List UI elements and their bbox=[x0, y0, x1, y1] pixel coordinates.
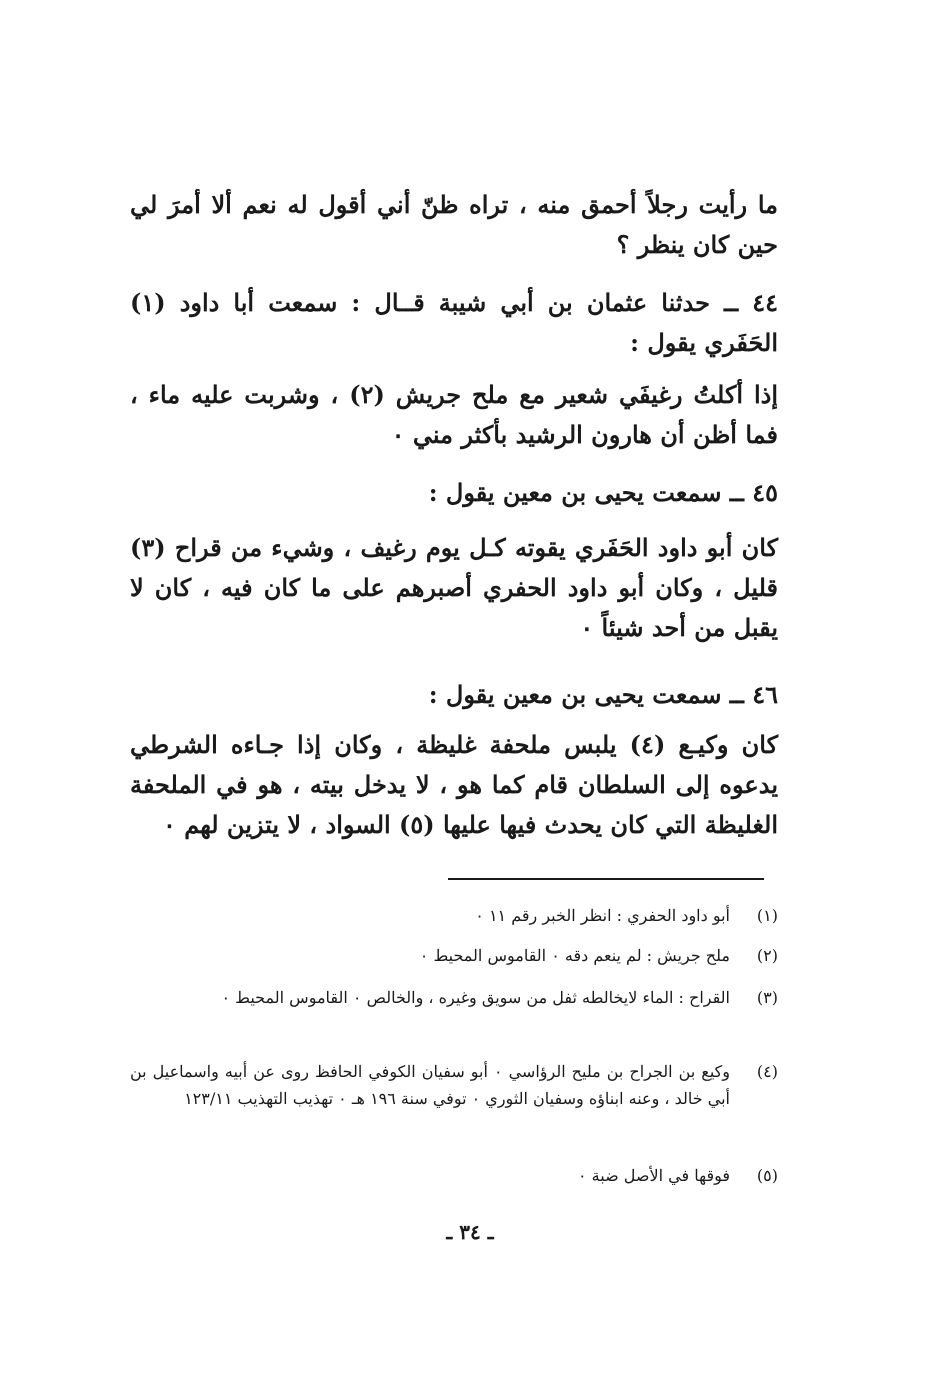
page-number: ـ ٣٤ ـ bbox=[446, 1220, 494, 1244]
footnote-text: وكيع بن الجراح بن مليح الرؤاسي ٠ أبو سفيان الكوفي الحافظ روى عن أبيه واسماعيل بن أبي خالد ، وعنه ابناؤه وسفيان الثوري ٠ توفي سنة ١٩٦ هـ ٠ تهذيب التهذيب ١٢٣/١١ bbox=[130, 1062, 730, 1108]
narration-46 bbox=[130, 675, 778, 715]
footnote-3 bbox=[130, 984, 778, 1011]
footnote-2 bbox=[130, 942, 778, 969]
footnote-text: ملح جريش : لم ينعم دقه ٠ القاموس المحيط ٠ bbox=[419, 946, 730, 965]
footnote-1 bbox=[130, 902, 778, 929]
body-text: ما رأيت رجلاً أحمق منه ، تراه ظنّ أني أقول له نعم ألا أمرَ لي حين كان ينظر ؟ bbox=[130, 190, 778, 259]
narration-44-text bbox=[130, 375, 778, 455]
footnote-number: (٤) bbox=[756, 1062, 778, 1081]
footnote-number: (١) bbox=[756, 906, 778, 925]
footnote-number: (٥) bbox=[756, 1166, 778, 1185]
footnote-text: القراح : الماء لايخالطه ثفل من سويق وغيره ، والخالص ٠ القاموس المحيط ٠ bbox=[221, 988, 730, 1007]
narration-46-text bbox=[130, 725, 778, 845]
footnote-number: (٣) bbox=[756, 988, 778, 1007]
footnote-4 bbox=[130, 1058, 778, 1112]
paragraph-continuation bbox=[130, 185, 778, 265]
narration-heading: ٤٥ ــ سمعت يحيى بن معين يقول : bbox=[428, 478, 778, 507]
narration-44 bbox=[130, 283, 778, 363]
footnote-divider bbox=[448, 878, 764, 880]
body-text: كان أبو داود الحَفَري يقوته كـل يوم رغيف ، وشيء من قراح (٣) قليل ، وكان أبو داود الحفري أصبرهم على ما كان فيه ، كان لا يقبل من أحد شيئاً ٠ bbox=[130, 533, 778, 642]
narration-45-text bbox=[130, 528, 778, 648]
body-text: إذا أكلتُ رغيفَي شعير مع ملح جريش (٢) ، وشربت عليه ماء ، فما أظن أن هارون الرشيد بأكثر مني ٠ bbox=[130, 380, 779, 449]
narration-45 bbox=[130, 473, 778, 513]
footnote-number: (٢) bbox=[756, 946, 778, 965]
body-text: كان وكيـع (٤) يلبس ملحفة غليظة ، وكان إذا جـاءه الشرطي يدعوه إلى السلطان قام كما هو ، لا يدخل بيته ، هو في الملحفة الغليظة التي كان يحدث فيها عليها (٥) السواد ، لا يتزين لهم ٠ bbox=[130, 730, 778, 839]
footnote-text: فوقها في الأصل ضبة ٠ bbox=[578, 1166, 730, 1185]
footnote-5 bbox=[130, 1162, 778, 1189]
footnote-text: أبو داود الحفري : انظر الخبر رقم ١١ ٠ bbox=[475, 906, 730, 925]
narration-heading: ٤٤ ــ حدثنا عثمان بن أبي شيبة قــال : سمعت أبا داود (١) الحَفَري يقول : bbox=[130, 288, 778, 357]
narration-heading: ٤٦ ــ سمعت يحيى بن معين يقول : bbox=[428, 680, 778, 709]
